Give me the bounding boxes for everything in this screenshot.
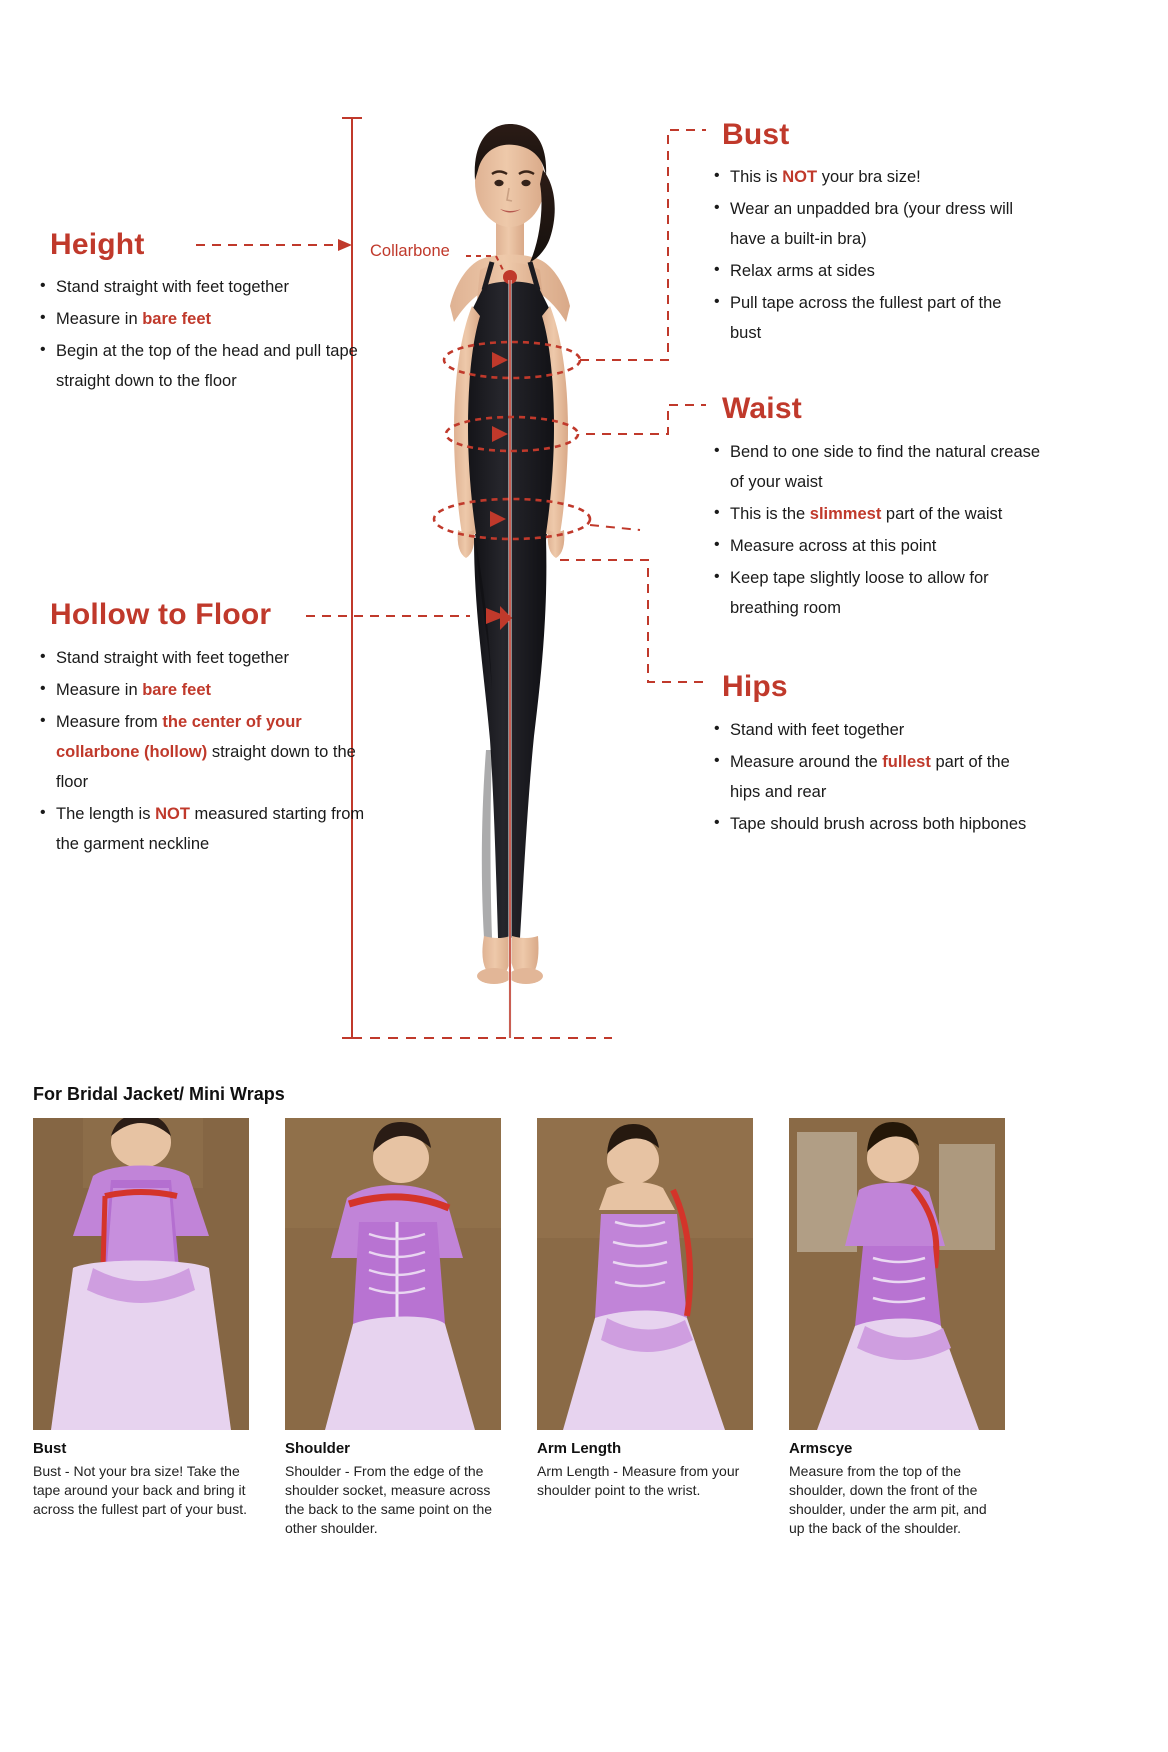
bridal-jacket-section bbox=[0, 1068, 1168, 1752]
arm-length-measure-photo bbox=[537, 1118, 753, 1430]
measure-card-list bbox=[33, 1118, 1137, 1538]
bullet-text: Measure from bbox=[56, 713, 163, 731]
highlight-text: the center of your collarbone (hollow) bbox=[56, 713, 302, 761]
bust-bullet-list bbox=[712, 162, 1032, 348]
shoulder-measure-photo bbox=[285, 1118, 501, 1430]
bullet-item bbox=[38, 707, 368, 797]
bullet-item bbox=[712, 499, 1042, 529]
bullet-item bbox=[712, 256, 1032, 286]
hips-title: Hips bbox=[722, 670, 788, 703]
measure-card-title: Arm Length bbox=[537, 1440, 622, 1457]
measure-card-description: Measure from the top of the shoulder, down the front of the shoulder, under the arm pit, and up the back of the shoulder. bbox=[789, 1463, 987, 1536]
waist-bullets bbox=[712, 437, 1042, 625]
bullet-item bbox=[38, 336, 358, 396]
bullet-text: Bend to one side to find the natural crease of your waist bbox=[730, 443, 1041, 491]
bust-measure-photo bbox=[33, 1118, 249, 1430]
highlight-text: fullest bbox=[882, 753, 931, 771]
hollow-to-floor-bullets bbox=[38, 643, 368, 861]
bullet-text: Tape should brush across both hipbones bbox=[730, 815, 1027, 833]
measure-card bbox=[537, 1118, 753, 1538]
bullet-text: measured starting from the garment neckline bbox=[56, 805, 365, 853]
measure-card-title: Armscye bbox=[789, 1440, 853, 1457]
bullet-item bbox=[712, 715, 1032, 745]
bullet-item bbox=[712, 194, 1032, 254]
bullet-text: Stand straight with feet together bbox=[56, 278, 289, 296]
hollow-bullet-list bbox=[38, 643, 368, 859]
highlight-text: slimmest bbox=[809, 505, 882, 523]
bullet-item bbox=[38, 643, 368, 673]
hollow-to-floor-title: Hollow to Floor bbox=[50, 598, 272, 631]
bullet-text: Stand straight with feet together bbox=[56, 649, 289, 667]
bullet-item bbox=[38, 675, 368, 705]
height-title: Height bbox=[50, 228, 145, 261]
height-bullet-list bbox=[38, 272, 358, 396]
measure-card bbox=[285, 1118, 501, 1538]
highlight-text: NOT bbox=[782, 168, 818, 186]
bullet-text: your bra size! bbox=[817, 168, 921, 186]
bullet-text: straight down to the floor bbox=[56, 743, 356, 791]
collarbone-label: Collarbone bbox=[370, 242, 450, 260]
measure-card-description: Arm Length - Measure from your shoulder point to the wrist. bbox=[537, 1463, 740, 1498]
armscye-measure-photo bbox=[789, 1118, 1005, 1430]
bullet-text: Stand with feet together bbox=[730, 721, 905, 739]
hips-bullet-list bbox=[712, 715, 1032, 839]
hips-bullets bbox=[712, 715, 1032, 841]
bullet-text: Pull tape across the fullest part of the bust bbox=[730, 294, 1002, 342]
waist-title: Waist bbox=[722, 392, 802, 425]
bullet-item bbox=[712, 563, 1042, 623]
bullet-text: This is the bbox=[730, 505, 810, 523]
bullet-text: Measure in bbox=[56, 310, 143, 328]
highlight-text: bare feet bbox=[142, 681, 211, 699]
bullet-text: Measure across at this point bbox=[730, 537, 937, 555]
bullet-text: part of the hips and rear bbox=[730, 753, 1010, 801]
bullet-text: The length is bbox=[56, 805, 156, 823]
bullet-text: Keep tape slightly loose to allow for breathing room bbox=[730, 569, 989, 617]
bullet-item bbox=[712, 809, 1032, 839]
bullet-item bbox=[712, 747, 1032, 807]
bullet-text: Measure around the bbox=[730, 753, 883, 771]
bust-title: Bust bbox=[722, 118, 790, 151]
highlight-text: bare feet bbox=[142, 310, 211, 328]
bullet-item bbox=[712, 531, 1042, 561]
bullet-item bbox=[38, 304, 358, 334]
bullet-item bbox=[38, 272, 358, 302]
measure-card bbox=[789, 1118, 1005, 1538]
highlight-text: NOT bbox=[155, 805, 190, 823]
measure-card bbox=[33, 1118, 249, 1538]
height-bullets bbox=[38, 272, 358, 398]
bullet-item bbox=[712, 437, 1042, 497]
measure-card-description: Shoulder - From the edge of the shoulder socket, measure across the back to the same point on the other shoulder. bbox=[285, 1463, 493, 1536]
measure-card-description: Bust - Not your bra size! Take the tape around your back and bring it across the fullest part of your bust. bbox=[33, 1463, 247, 1517]
bullet-item bbox=[38, 799, 368, 859]
bust-bullets bbox=[712, 162, 1032, 350]
bullet-text: This is bbox=[730, 168, 783, 186]
bridal-jacket-title: For Bridal Jacket/ Mini Wraps bbox=[33, 1084, 285, 1104]
bullet-item bbox=[712, 162, 1032, 192]
measure-card-title: Bust bbox=[33, 1440, 67, 1457]
bullet-text: Wear an unpadded bra (your dress will have a built-in bra) bbox=[730, 200, 1014, 248]
bullet-text: Measure in bbox=[56, 681, 143, 699]
measure-card-title: Shoulder bbox=[285, 1440, 351, 1457]
bullet-text: Relax arms at sides bbox=[730, 262, 875, 280]
bullet-text: part of the waist bbox=[881, 505, 1003, 523]
waist-bullet-list bbox=[712, 437, 1042, 623]
bullet-item bbox=[712, 288, 1032, 348]
bullet-text: Begin at the top of the head and pull tape straight down to the floor bbox=[56, 342, 358, 390]
